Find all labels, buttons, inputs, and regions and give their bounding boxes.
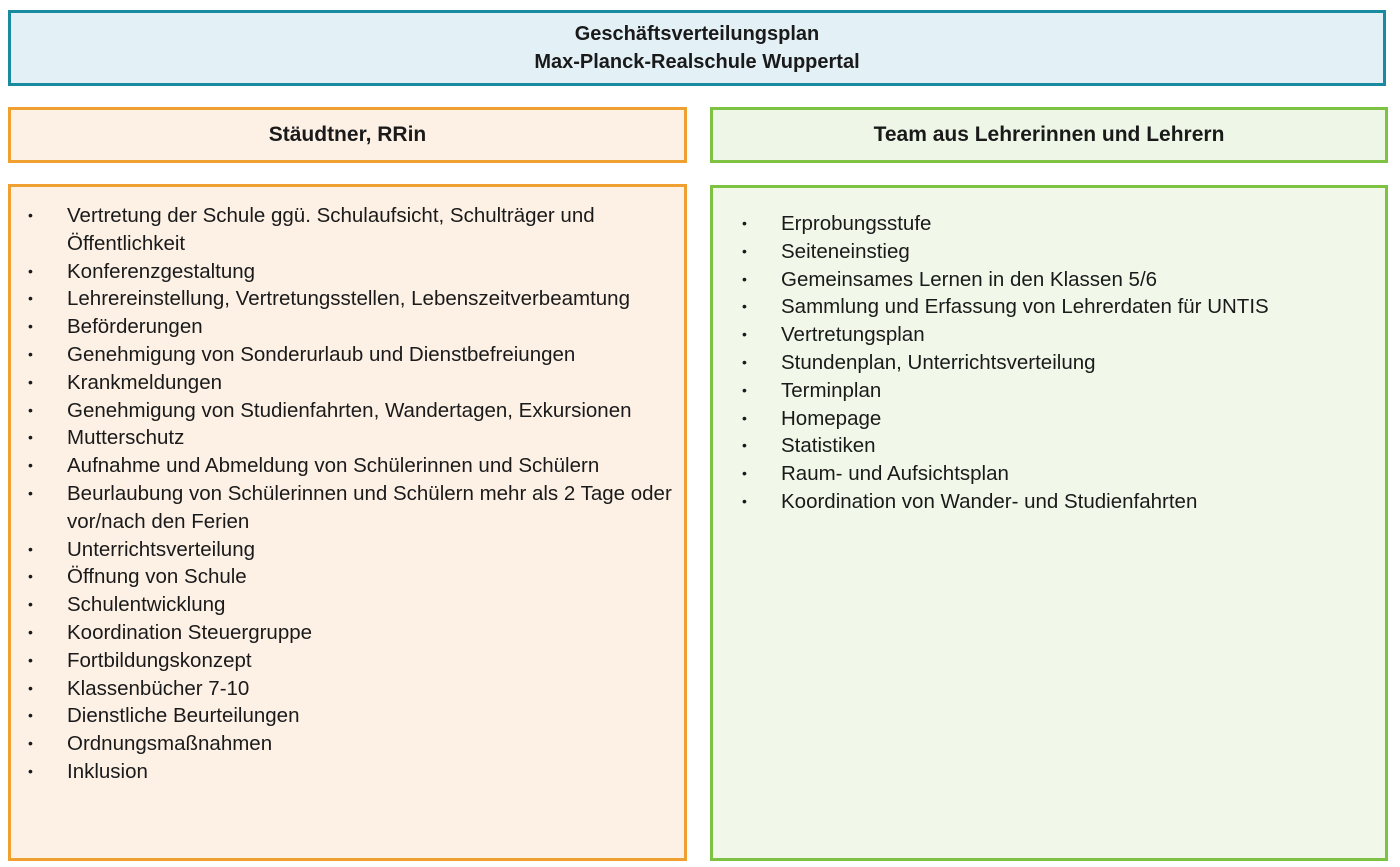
bullet-icon: •	[28, 457, 33, 474]
list-item	[26, 285, 676, 313]
bullet-icon: •	[742, 270, 747, 287]
bullet-icon: •	[28, 429, 33, 446]
bullet-icon: •	[28, 623, 33, 640]
list-item-text: Seiteneinstieg	[781, 239, 910, 263]
list-item-text: Unterrichtsverteilung	[67, 537, 255, 561]
bullet-icon: •	[742, 465, 747, 482]
list-item-text: Koordination von Wander- und Studienfahrten	[781, 489, 1198, 513]
list-item-text: Konferenzgestaltung	[67, 259, 256, 283]
bullet-icon: •	[742, 409, 747, 426]
bullet-icon: •	[28, 679, 33, 696]
list-item-text: Erprobungsstufe	[781, 212, 932, 235]
list-item	[26, 202, 676, 258]
right-heading-text: Team aus Lehrerinnen und Lehrern	[873, 123, 1225, 146]
list-item	[740, 321, 1377, 349]
list-item	[740, 432, 1377, 460]
list-item	[26, 424, 676, 452]
list-item-text: Raum- und Aufsichtsplan	[781, 462, 1009, 486]
list-item-text: Genehmigung von Studienfahrten, Wandertagen, Exkursionen	[67, 398, 632, 422]
list-item	[26, 591, 676, 619]
list-item	[740, 266, 1377, 294]
list-item	[740, 293, 1377, 321]
list-item-text: Terminplan	[781, 378, 882, 402]
right-task-list	[740, 210, 1377, 516]
bullet-icon: •	[28, 345, 33, 362]
list-item-text: Koordination Steuergruppe	[67, 620, 313, 644]
list-item-text: Beurlaubung von Schülerinnen und Schülern mehr als 2 Tage oder vor/nach den Ferien	[67, 481, 672, 533]
bullet-icon: •	[28, 596, 33, 613]
right-column-heading	[710, 107, 1388, 163]
list-item-text: Gemeinsames Lernen in den Klassen 5/6	[781, 267, 1158, 291]
list-item-text: Statistiken	[781, 434, 876, 458]
list-item	[740, 405, 1377, 433]
bullet-icon: •	[28, 401, 33, 418]
list-item	[26, 341, 676, 369]
bullet-icon: •	[28, 651, 33, 668]
list-item-text: Ordnungsmaßnahmen	[67, 732, 273, 756]
title-line-2: Max-Planck-Realschule Wuppertal	[534, 51, 860, 73]
list-item-text: Krankmeldungen	[67, 370, 222, 394]
list-item	[26, 480, 676, 536]
list-item-text: Dienstliche Beurteilungen	[67, 704, 300, 728]
left-heading-text: Stäudtner, RRin	[268, 123, 427, 146]
list-item	[26, 619, 676, 647]
bullet-icon: •	[28, 735, 33, 752]
title-line-1: Geschäftsverteilungsplan	[574, 23, 820, 45]
right-column-body	[710, 185, 1388, 861]
bullet-icon: •	[28, 707, 33, 724]
list-item-text: Schulentwicklung	[67, 593, 226, 617]
bullet-icon: •	[28, 290, 33, 307]
bullet-icon: •	[742, 492, 747, 509]
list-item	[26, 563, 676, 591]
list-item	[26, 397, 676, 425]
list-item	[26, 675, 676, 703]
bullet-icon: •	[28, 762, 33, 779]
list-item	[26, 313, 676, 341]
list-item	[740, 460, 1377, 488]
bullet-icon: •	[28, 568, 33, 585]
list-item	[26, 758, 676, 786]
list-item	[740, 210, 1377, 238]
left-column-heading	[8, 107, 687, 163]
bullet-icon: •	[28, 318, 33, 335]
bullet-icon: •	[28, 484, 33, 501]
list-item	[740, 488, 1377, 516]
list-item	[740, 238, 1377, 266]
list-item-text: Aufnahme und Abmeldung von Schülerinnen und Schülern	[67, 454, 600, 478]
list-item-text: Beförderungen	[67, 315, 203, 339]
list-item	[26, 730, 676, 758]
list-item-text: Mutterschutz	[67, 426, 185, 450]
bullet-icon: •	[28, 373, 33, 390]
bullet-icon: •	[742, 381, 747, 398]
bullet-icon: •	[742, 437, 747, 454]
bullet-icon: •	[742, 298, 747, 315]
title-box	[8, 10, 1386, 86]
bullet-icon: •	[742, 242, 747, 259]
list-item-text: Öffnung von Schule	[67, 565, 247, 589]
bullet-icon: •	[28, 262, 33, 279]
list-item-text: Homepage	[781, 406, 882, 430]
bullet-icon: •	[28, 540, 33, 557]
list-item	[26, 258, 676, 286]
list-item	[740, 377, 1377, 405]
list-item-text: Stundenplan, Unterrichtsverteilung	[781, 350, 1096, 374]
list-item-text: Lehrereinstellung, Vertretungsstellen, Lebenszeitverbeamtung	[67, 287, 630, 311]
list-item	[740, 349, 1377, 377]
list-item-text: Fortbildungskonzept	[67, 648, 252, 672]
bullet-icon: •	[742, 215, 747, 231]
bullet-icon: •	[742, 353, 747, 370]
list-item-text: Sammlung und Erfassung von Lehrerdaten für UNTIS	[781, 295, 1269, 319]
list-item	[26, 452, 676, 480]
left-task-list	[26, 202, 676, 786]
list-item	[26, 536, 676, 564]
list-item-text: Vertretungsplan	[781, 323, 925, 347]
list-item	[26, 647, 676, 675]
list-item-text: Vertretung der Schule ggü. Schulaufsicht, Schulträger und Öffentlichkeit	[67, 204, 595, 255]
bullet-icon: •	[742, 326, 747, 343]
left-column-body	[8, 184, 687, 861]
list-item-text: Genehmigung von Sonderurlaub und Dienstbefreiungen	[67, 342, 576, 366]
list-item	[26, 369, 676, 397]
list-item-text: Klassenbücher 7-10	[67, 676, 250, 700]
bullet-icon: •	[28, 207, 33, 223]
list-item	[26, 702, 676, 730]
list-item-text: Inklusion	[67, 759, 148, 783]
